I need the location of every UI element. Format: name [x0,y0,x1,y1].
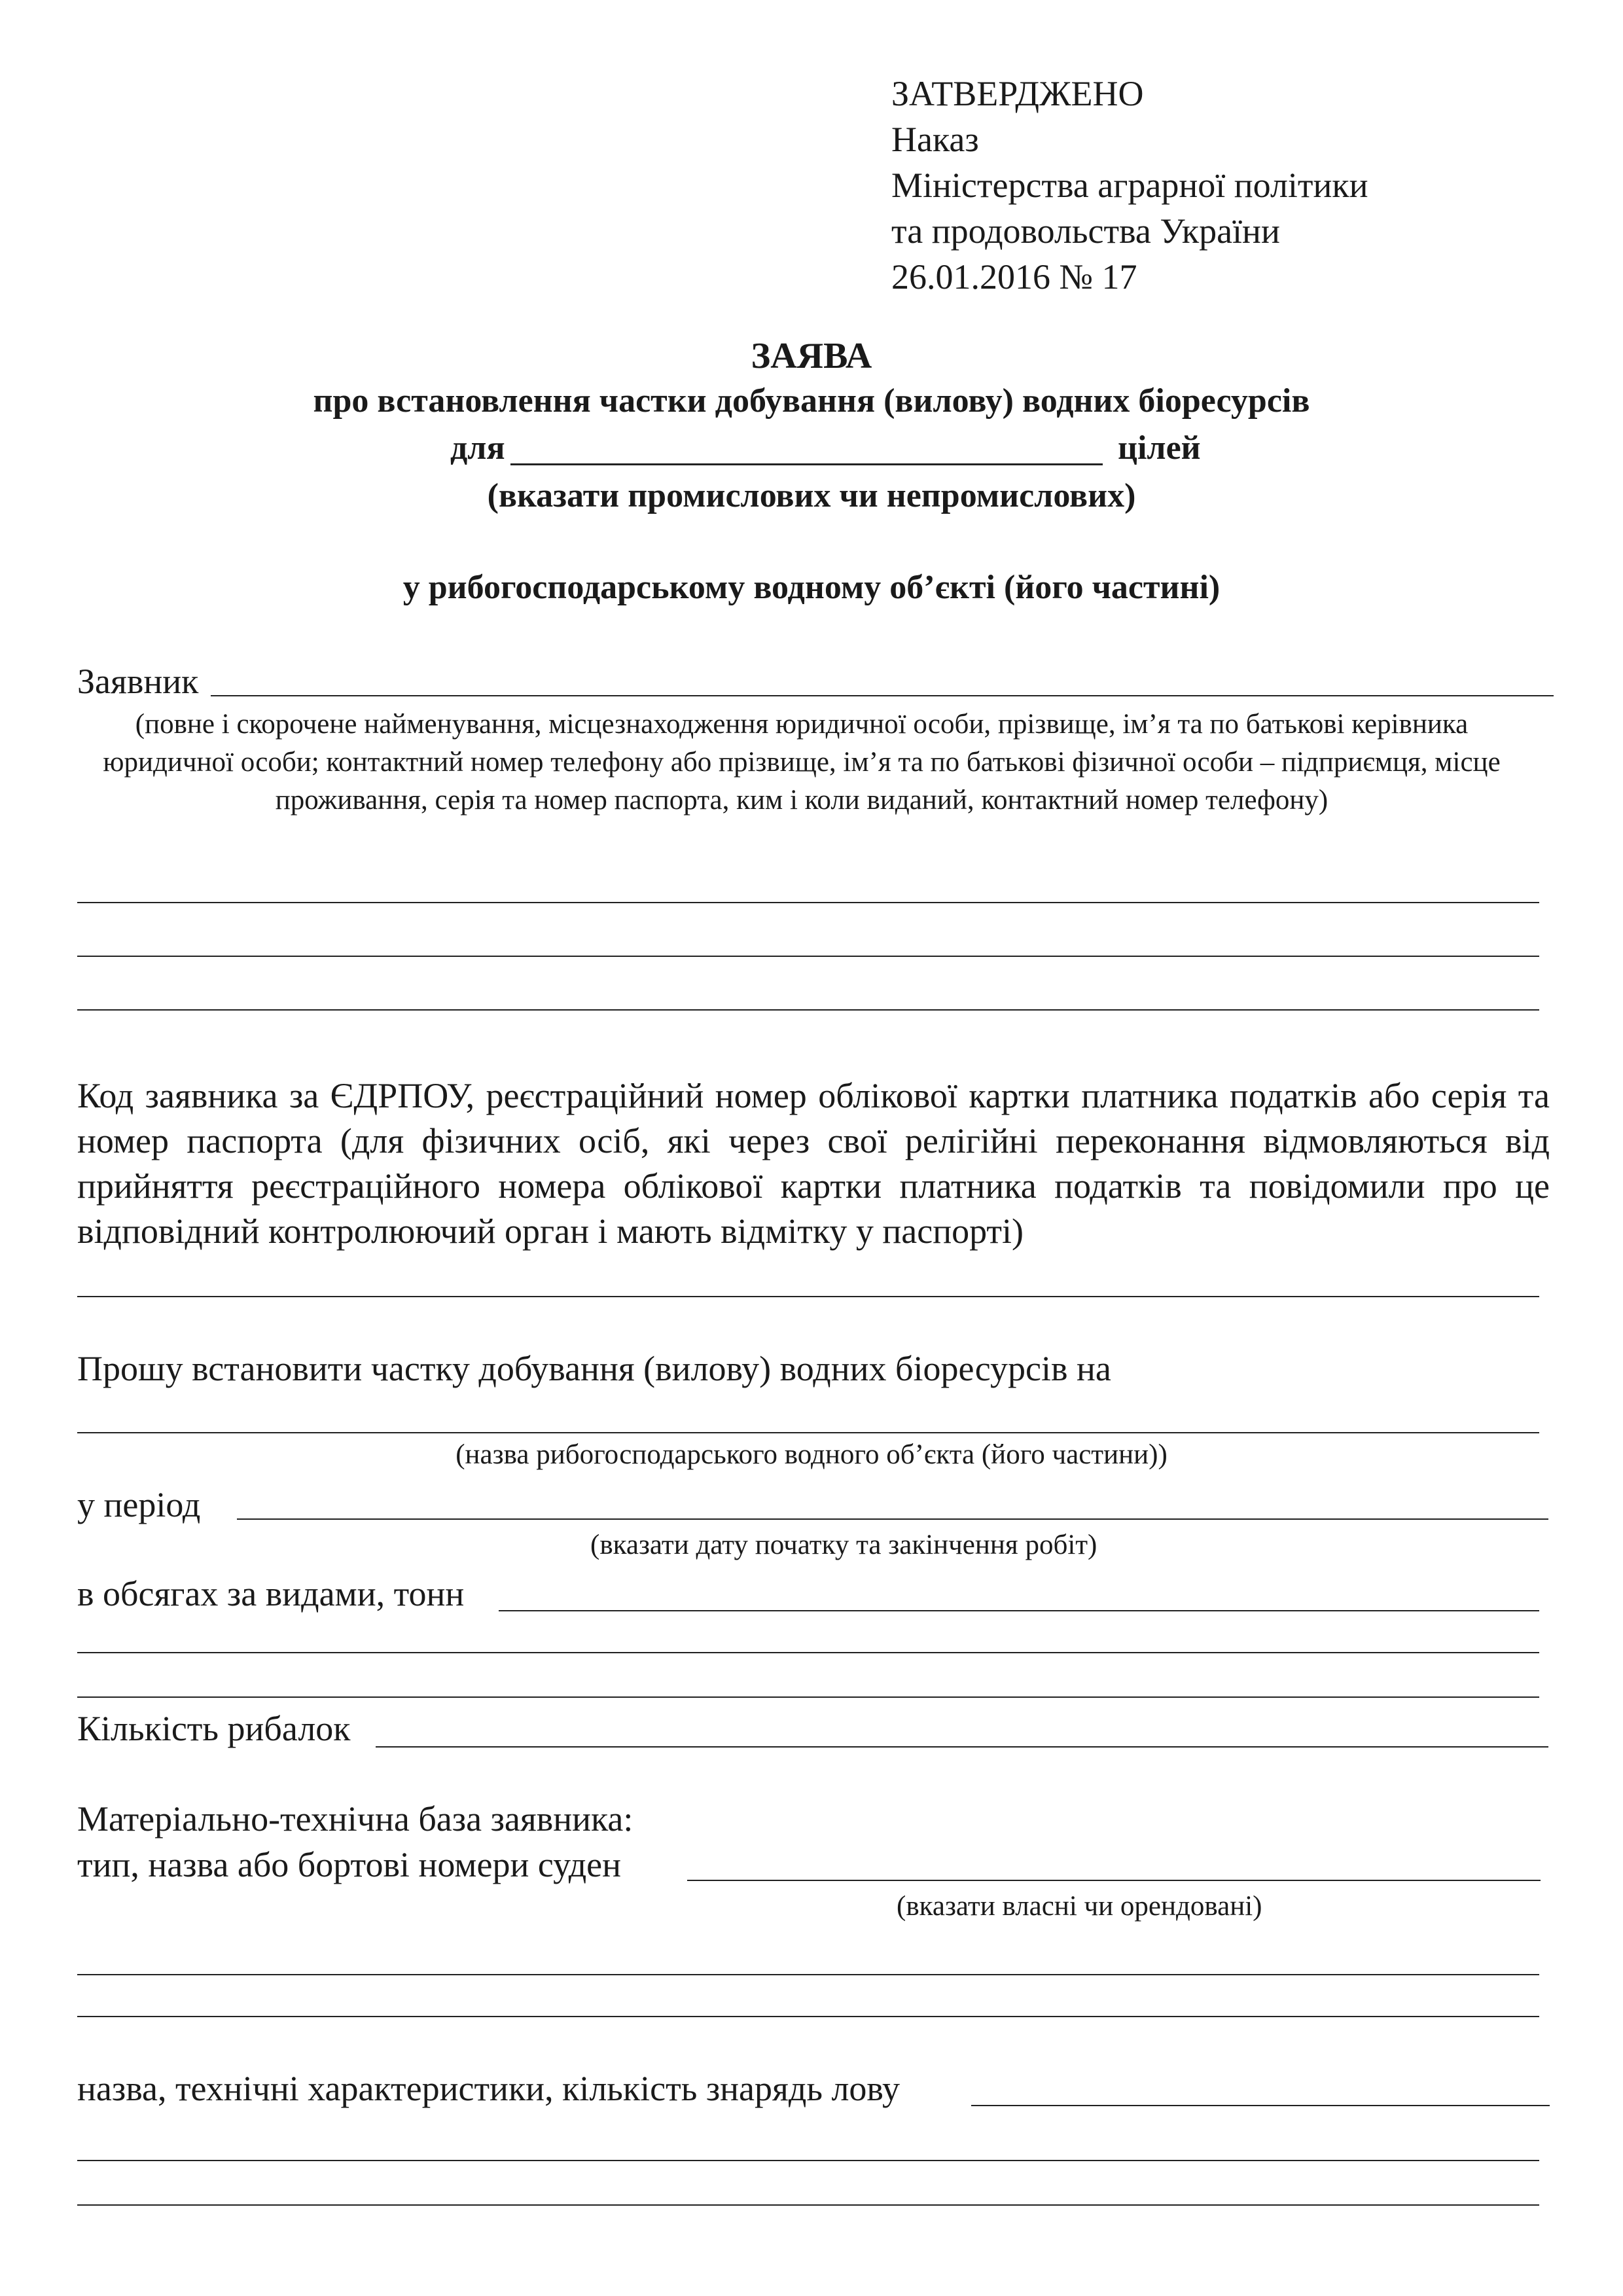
approval-block [891,71,1368,300]
applicant-code-field[interactable] [77,1296,1539,1297]
gear-label: назва, технічні характеристики, кількість знарядь лову [77,2069,901,2108]
gear-line-2[interactable] [77,2204,1539,2206]
volumes-field[interactable] [499,1610,1539,1611]
vessels-label: тип, назва або бортові номери суден [77,1845,622,1884]
approval-date-number: 26.01.2016 № 17 [891,257,1137,296]
period-hint: (вказати дату початку та закінчення робіт) [590,1530,1097,1560]
applicant-line-3[interactable] [77,1009,1539,1011]
base-heading: Матеріально-технічна база заявника: [77,1799,633,1839]
vessels-hint: (вказати власні чи орендовані) [897,1891,1262,1922]
water-object-line: у рибогосподарському водному об’єкті (його частині) [402,569,1221,606]
goals-label: цілей [1118,429,1201,467]
vessels-line-2[interactable] [77,2016,1539,2017]
applicant-line-2[interactable] [77,956,1539,957]
vessels-line-1[interactable] [77,1974,1539,1975]
volumes-line-2[interactable] [77,1696,1539,1698]
document-subtitle: про встановлення частки добування (вилову) водних біоресурсів [313,382,1310,420]
applicant-code-text: Код заявника за ЄДРПОУ, реєстраційний номер облікової картки платника податків або серія та номер паспорта (для фізичних осіб, які через свої релігійні переконання відмовляються від прийняття реєстраційного номера облікової картки платника податків та повідомили про це відповідний контролюючий орган і мають відмітку у паспорті) [77,1076,1550,1251]
approval-order: Наказ [891,120,979,159]
applicant-line-1[interactable] [77,902,1539,903]
approval-ministry: Міністерства аграрної політики [891,166,1368,205]
approval-ministry-2: та продовольства України [891,211,1280,251]
volumes-line-1[interactable] [77,1652,1539,1653]
approval-title: ЗАТВЕРДЖЕНО [891,74,1144,113]
period-label: у період [77,1485,201,1524]
applicant-hint: (повне і скорочене найменування, місцезнаходження юридичної особи, прізвище, ім’я та по батькові керівника юридичної особи; контактний номер телефону або прізвище, ім’я та по батькові фізичної особи – підприємця, місце проживання, серія та номер паспорта, ким і коли виданий, контактний номер телефону) [103,709,1501,816]
purpose-field[interactable] [510,463,1103,465]
purpose-hint: (вказати промислових чи непромислових) [487,477,1136,514]
volumes-label: в обсягах за видами, тонн [77,1574,465,1613]
applicant-field[interactable] [211,695,1554,696]
request-text: Прошу встановити частку добування (вилову) водних біоресурсів на [77,1349,1111,1388]
fishers-field[interactable] [376,1746,1548,1748]
document-title: ЗАЯВА [751,336,872,376]
water-object-field[interactable] [77,1432,1539,1433]
period-field[interactable] [237,1518,1548,1520]
applicant-label: Заявник [77,662,199,701]
fishers-label: Кількість рибалок [77,1709,351,1748]
vessels-field[interactable] [687,1880,1541,1881]
water-object-hint: (назва рибогосподарського водного об’єкта (його частини)) [455,1439,1168,1470]
gear-line-1[interactable] [77,2160,1539,2161]
gear-field[interactable] [971,2105,1550,2106]
for-label: для [450,429,505,467]
